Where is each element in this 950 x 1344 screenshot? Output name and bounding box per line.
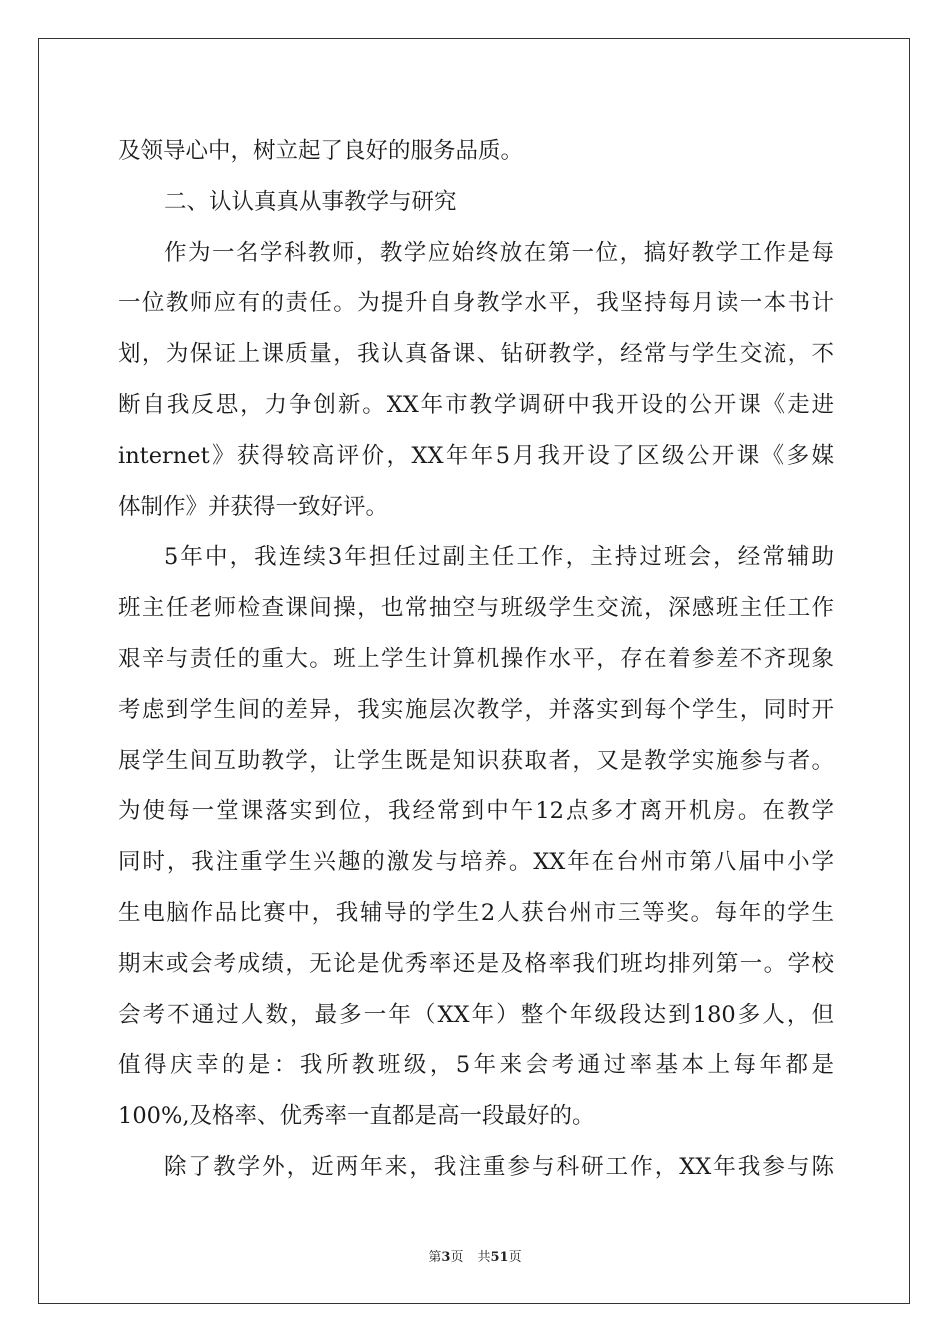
total-pages: 51: [490, 1250, 509, 1265]
page-suffix: 页: [450, 1250, 464, 1265]
text-line: 会考不通过人数，最多一年（XX年）整个年级段达到180多人，但: [118, 1001, 834, 1028]
text-line: 期末或会考成绩，无论是优秀率还是及格率我们班均排列第一。学校: [118, 950, 834, 977]
text-line: 断自我反思，力争创新。XX年市教学调研中我开设的公开课《走进: [118, 391, 834, 418]
page-prefix: 第: [428, 1250, 442, 1265]
text-line: 划，为保证上课质量，我认真备课、钻研教学，经常与学生交流，不: [118, 341, 834, 368]
total-suffix: 页: [508, 1250, 522, 1265]
text-line: 班主任老师检查课间操，也常抽空与班级学生交流，深感班主任工作: [118, 595, 834, 622]
text-line: 同时，我注重学生兴趣的激发与培养。XX年在台州市第八届中小学: [118, 849, 834, 876]
text-line: 作为一名学科教师，教学应始终放在第一位，搞好教学工作是每: [164, 239, 834, 266]
page-number: 3: [441, 1250, 451, 1265]
text-line: 展学生间互助教学，让学生既是知识获取者，又是教学实施参与者。: [118, 747, 834, 774]
text-line: 生电脑作品比赛中，我辅导的学生2人获台州市三等奖。每年的学生: [118, 899, 834, 926]
text-line: internet》获得较高评价，XX年年5月我开设了区级公开课《多媒: [118, 442, 834, 469]
text-line: 100%,及格率、优秀率一直都是高一段最好的。: [118, 1103, 595, 1130]
section-heading: 二、认认真真从事教学与研究: [164, 188, 457, 215]
text-line: 考虑到学生间的差异，我实施层次教学，并落实到每个学生，同时开: [118, 696, 834, 723]
text-line: 体制作》并获得一致好评。: [118, 493, 389, 520]
text-line: 一位教师应有的责任。为提升自身教学水平，我坚持每月读一本书计: [118, 290, 834, 317]
text-line: 为使每一堂课落实到位，我经常到中午12点多才离开机房。在教学: [118, 798, 834, 825]
text-line: 除了教学外，近两年来，我注重参与科研工作，XX年我参与陈: [164, 1153, 834, 1180]
text-line: 艰辛与责任的重大。班上学生计算机操作水平，存在着参差不齐现象: [118, 645, 834, 672]
page-footer: [0, 1246, 950, 1265]
text-line: 及领导心中，树立起了良好的服务品质。: [118, 138, 524, 164]
text-line: 值得庆幸的是：我所教班级，5年来会考通过率基本上每年都是: [118, 1052, 834, 1079]
text-line: 5年中，我连续3年担任过副主任工作，主持过班会，经常辅助: [164, 544, 834, 571]
total-prefix: 共: [477, 1250, 491, 1265]
document-body: [118, 126, 834, 1193]
